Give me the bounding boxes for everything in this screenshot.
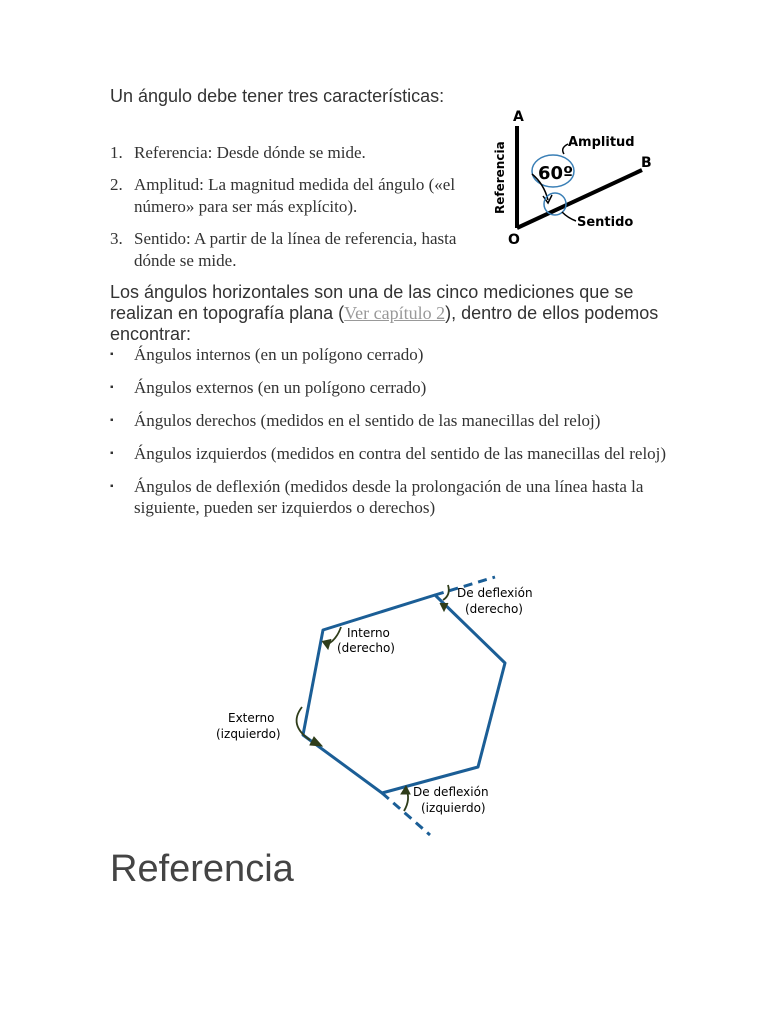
deflection-left-label: De deflexión — [413, 785, 489, 799]
list-item — [110, 344, 670, 365]
horizontal-angles-paragraph — [110, 282, 670, 345]
item-text: Ángulos derechos (medidos en el sentido de las manecillas del reloj) — [134, 411, 601, 430]
exterior-arrowhead — [310, 737, 322, 746]
list-item — [110, 410, 670, 431]
amplitude-label: Amplitud — [568, 135, 635, 150]
item-text: Ángulos externos (en un polígono cerrado) — [134, 378, 427, 397]
deflection-left-sublabel: (izquierdo) — [421, 801, 486, 815]
list-item — [110, 142, 470, 164]
interior-arrowhead — [322, 639, 331, 649]
item-text: Ángulos internos (en un polígono cerrado) — [134, 345, 424, 364]
item-number: 1. — [110, 143, 123, 162]
exterior-sublabel: (izquierdo) — [216, 727, 281, 741]
item-text: Referencia: Desde dónde se mide. — [134, 143, 366, 162]
paragraph-text-after: ), dentro de ellos podemos encontrar: — [110, 303, 659, 344]
deflection-right-sublabel: (derecho) — [465, 602, 523, 616]
label-b: B — [641, 155, 652, 171]
angle-kinds-list — [110, 344, 670, 530]
deflection-right-label: De deflexión — [457, 586, 533, 600]
angle-diagram — [486, 104, 666, 254]
list-item — [110, 476, 670, 518]
item-text: Ángulos de deflexión (medidos desde la prolongación de una línea hasta la siguiente, pueden ser izquierdos o derechos) — [134, 477, 644, 517]
intro-text: Un ángulo debe tener tres características: — [110, 86, 445, 106]
bullet-icon: ▪ — [110, 481, 114, 492]
item-text: Sentido: A partir de la línea de referencia, hasta dónde se mide. — [134, 229, 457, 270]
bullet-icon: ▪ — [110, 349, 114, 360]
closed-polygon — [303, 595, 505, 793]
interior-label: Interno — [347, 626, 390, 640]
deflection-right-arc — [443, 585, 449, 600]
direction-label: Sentido — [577, 215, 634, 230]
bullet-icon: ▪ — [110, 382, 114, 393]
item-text: Ángulos izquierdos (medidos en contra del sentido de las manecillas del reloj) — [134, 444, 667, 463]
angle-value: 60º — [538, 163, 574, 184]
list-item — [110, 443, 670, 464]
polygon-diagram — [210, 575, 560, 840]
bullet-icon: ▪ — [110, 415, 114, 426]
section-heading: Referencia — [110, 848, 294, 890]
list-item — [110, 228, 470, 272]
exterior-label: Externo — [228, 711, 275, 725]
direction-pointer — [562, 212, 576, 221]
item-number: 2. — [110, 175, 123, 194]
characteristics-list — [110, 142, 470, 282]
item-number: 3. — [110, 229, 123, 248]
list-item — [110, 174, 470, 218]
interior-sublabel: (derecho) — [337, 641, 395, 655]
label-o: O — [508, 232, 520, 248]
bullet-icon: ▪ — [110, 448, 114, 459]
list-item — [110, 377, 670, 398]
paragraph-text-before: Los ángulos horizontales son una de las cinco mediciones que se realizan en topografía plana ( — [110, 282, 634, 323]
item-text: Amplitud: La magnitud medida del ángulo («el número» para ser más explícito). — [134, 175, 456, 216]
reference-label: Referencia — [493, 141, 507, 214]
label-a: A — [513, 109, 524, 125]
chapter-link[interactable]: Ver capítulo 2 — [344, 303, 446, 323]
